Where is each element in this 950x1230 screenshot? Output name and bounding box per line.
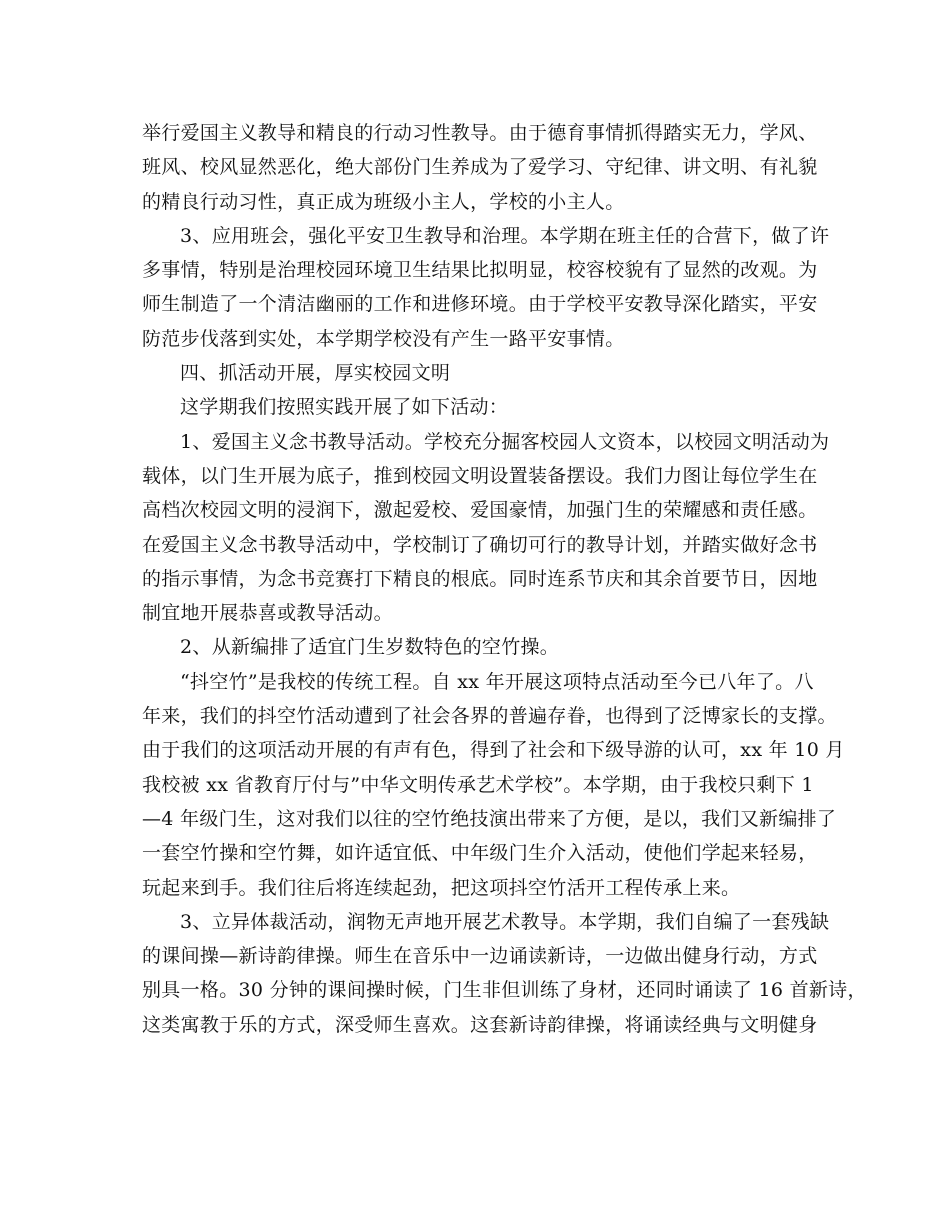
text-line: 别具一格。30 分钟的课间操时候，门生非但训练了身材，还同时诵读了 16 首新诗，	[142, 979, 867, 1002]
text-line: 玩起来到手。我们往后将连续起劲，把这项抖空竹活开工程传承上来。	[142, 876, 741, 899]
text-line: 高档次校园文明的浸润下，激起爱校、爱国豪情，加强门生的荣耀感和责任感。	[142, 499, 818, 522]
text-line: 我校被 xx 省教育厅付与”中华文明传承艺术学校”。本学期，由于我校只剩下 1	[142, 773, 814, 796]
text-line: 师生制造了一个清洁幽丽的工作和进修环境。由于学校平安教导深化踏实，平安	[142, 293, 818, 316]
text-line: 年来，我们的抖空竹活动遭到了社会各界的普遍存眷，也得到了泛博家长的支撑。	[142, 705, 837, 728]
text-line: 由于我们的这项活动开展的有声有色，得到了社会和下级导游的认可，xx 年 10 月	[142, 739, 845, 762]
text-line: 3、立异体裁活动，润物无声地开展艺术教导。本学期，我们自编了一套残缺	[180, 910, 830, 933]
text-line: 的课间操—新诗韵律操。师生在音乐中一边诵读新诗，一边做出健身行动，方式	[142, 945, 818, 968]
text-line: 1、爱国主义念书教导活动。学校充分掘客校园人文资本，以校园文明活动为	[180, 430, 830, 453]
text-line: 四、抓活动开展，厚实校园文明	[180, 362, 451, 385]
text-line: “抖空竹”是我校的传统工程。自 xx 年开展这项特点活动至今已八年了。八	[180, 670, 814, 693]
text-line: 这类寓教于乐的方式，深受师生喜欢。这套新诗韵律操，将诵读经典与文明健身	[142, 1013, 818, 1036]
text-line: 3、应用班会，强化平安卫生教导和治理。本学期在班主任的合营下，做了许	[180, 224, 830, 247]
text-line: 制宜地开展恭喜或教导活动。	[142, 602, 393, 625]
text-line: 一套空竹操和空竹舞，如许适宜低、中年级门生介入活动，使他们学起来轻易，	[142, 842, 818, 865]
text-line: 防范步伐落到实处，本学期学校没有产生一路平安事情。	[142, 327, 625, 350]
text-line: 的精良行动习性，真正成为班级小主人，学校的小主人。	[142, 190, 625, 213]
text-line: 班风、校风显然恶化，绝大部份门生养成为了爱学习、守纪律、讲文明、有礼貌	[142, 156, 818, 179]
text-line: 在爱国主义念书教导活动中，学校制订了确切可行的教导计划，并踏实做好念书	[142, 533, 818, 556]
text-line: 载体，以门生开展为底子，推到校园文明设置装备摆设。我们力图让每位学生在	[142, 464, 818, 487]
document-page	[142, 116, 867, 1042]
text-line: 这学期我们按照实践开展了如下活动：	[180, 396, 509, 419]
text-line: 的指示事情，为念书竞赛打下精良的根底。同时连系节庆和其余首要节日，因地	[142, 567, 818, 590]
text-line: 多事情，特别是治理校园环境卫生结果比拟明显，校容校貌有了显然的改观。为	[142, 259, 818, 282]
text-line: 2、从新编排了适宜门生岁数特色的空竹操。	[180, 636, 560, 659]
text-line: 举行爱国主义教导和精良的行动习性教导。由于德育事情抓得踏实无力，学风、	[142, 122, 818, 144]
text-line: —4 年级门生，这对我们以往的空竹绝技演出带来了方便，是以，我们又新编排了	[142, 807, 837, 830]
